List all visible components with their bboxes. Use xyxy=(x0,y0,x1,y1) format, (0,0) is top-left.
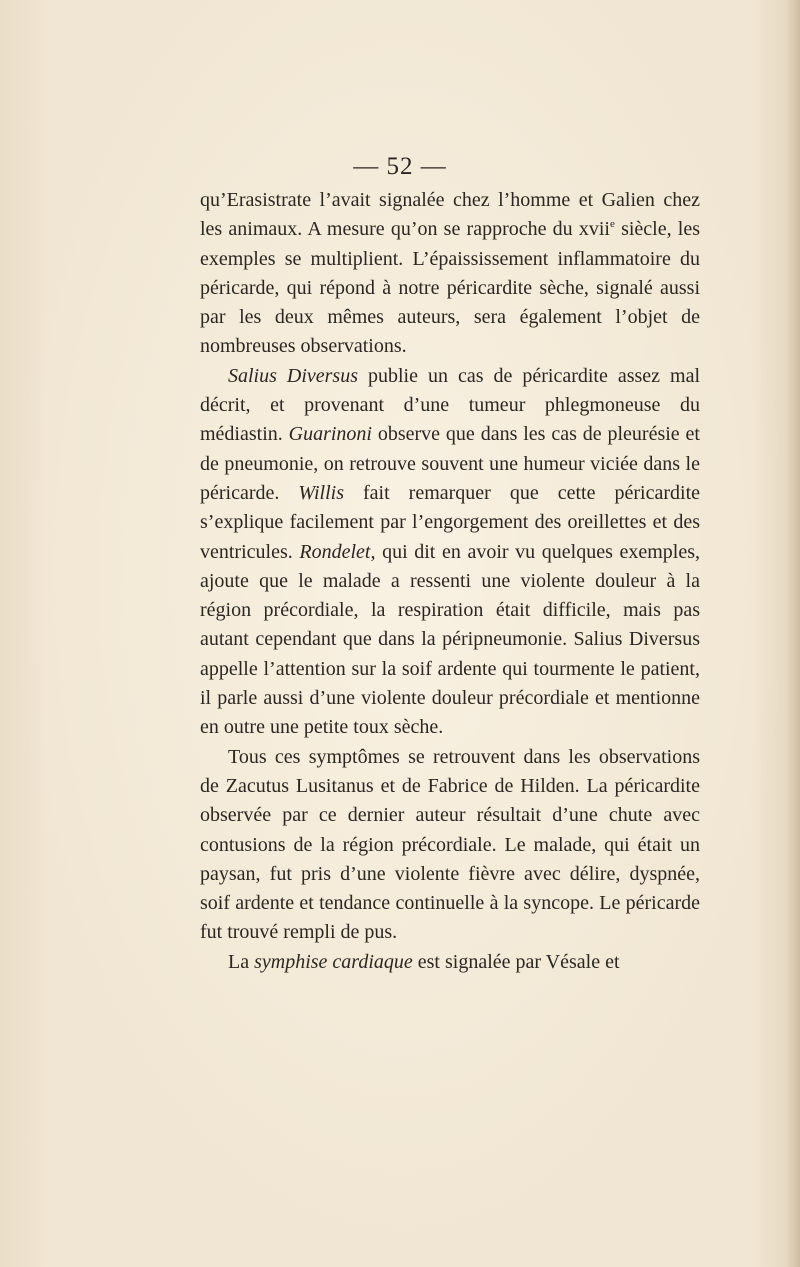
paragraph-3 xyxy=(200,743,700,948)
author-name: Willis xyxy=(298,481,344,504)
author-name: Guarinoni xyxy=(288,423,372,446)
body-text xyxy=(200,186,700,977)
text-run: La xyxy=(228,950,255,973)
text-run: observe que dans les cas de pleurésie et de pneumonie, on retrouve souvent une humeur viciée dans le péricarde. xyxy=(200,423,700,504)
superscript: e xyxy=(609,218,615,231)
text-run: qui dit en avoir vu quelques exemples, ajoute que le malade a ressenti une violente douleur à la région précordiale, la respiration était difficile, mais pas autant cependant que dans la péripneumonie. Salius Diversus appelle l’attention sur la soif ardente qui tourmente le patient, il parle aussi d’une violente douleur précordiale et mentionne en outre une petite toux sèche. xyxy=(200,540,700,739)
text-run: Tous ces symptômes se retrouvent dans les observations de Zacutus Lusitanus et de Fabrice de Hilden. La péricardite observée par ce dernier auteur résultait d’une chute avec contusions de la région précordiale. Le malade, qui était un paysan, fut pris d’une violente fièvre avec délire, dyspnée, soif ardente et tendance continuelle à la syncope. Le péricarde fut trouvé rempli de pus. xyxy=(200,745,700,944)
text-run: publie un cas de péricardite assez mal décrit, et provenant d’une tumeur phlegmoneuse du médiastin. xyxy=(200,364,701,446)
paragraph-1 xyxy=(200,186,700,362)
text-run: qu’Erasistrate l’avait signalée chez l’homme et Galien chez les animaux. A mesure qu’on se rapproche du xvii xyxy=(200,189,700,241)
author-name: Salius Diversus xyxy=(228,364,358,387)
text-run: fait remarquer que cette péricardite s’explique facilement par l’engorgement des oreillettes et des ventricules. xyxy=(200,481,700,563)
paragraph-4 xyxy=(200,948,700,977)
text-run: siècle, les exemples se multiplient. L’épaississement inflammatoire du péricarde, qui répond à notre péricardite sèche, signalé aussi par les deux mêmes auteurs, sera également l’objet de nombreuses observations. xyxy=(200,218,700,358)
page-edge-shadow xyxy=(786,0,800,1267)
term: symphise cardiaque xyxy=(254,950,413,973)
paragraph-2 xyxy=(200,362,700,743)
author-name: Rondelet, xyxy=(299,540,376,563)
text-run: est signalée par Vésale et xyxy=(412,950,620,973)
page-number: — 52 — xyxy=(353,153,447,180)
